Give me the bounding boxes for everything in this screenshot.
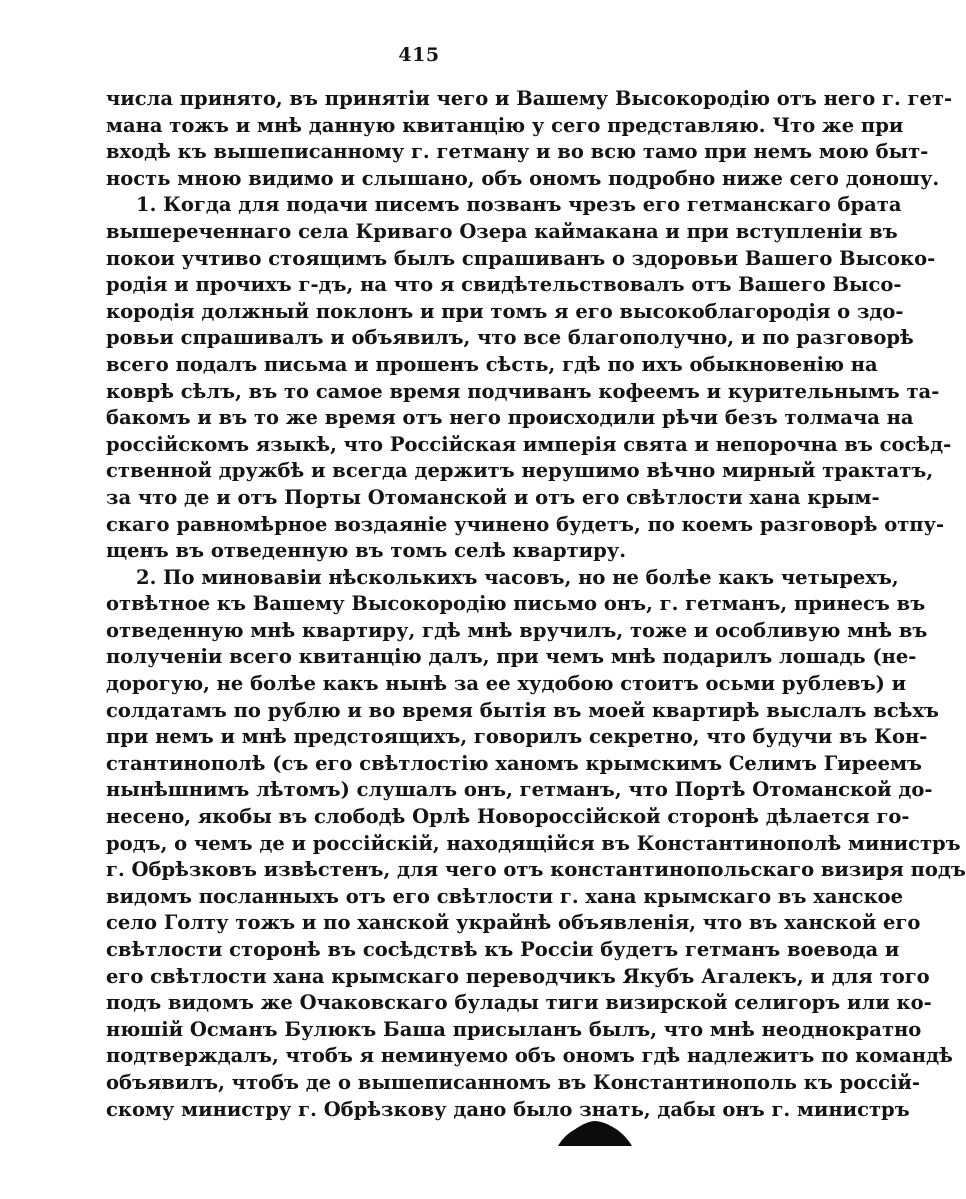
text-line: ровьи спрашивалъ и объявилъ, что все благополучно, и по разговорѣ <box>106 326 914 350</box>
text-line: нынѣшнимъ лѣтомъ) слушалъ онъ, гетманъ, что Портѣ Отоманской до- <box>106 778 933 802</box>
text-line: бакомъ и въ то же время отъ него происходили рѣчи безъ толмача на <box>106 406 914 430</box>
text-line: стантинополѣ (съ его свѣтлостію ханомъ крымскимъ Селимъ Гиреемъ <box>106 751 922 775</box>
text-line: россійскомъ языкѣ, что Россійская имперія свята и непорочна въ сосѣд- <box>106 432 952 456</box>
text-line: объявилъ, чтобъ де о вышеписанномъ въ Константинополь къ россій- <box>106 1070 920 1094</box>
text-line: свѣтлости сторонѣ въ сосѣдствѣ къ Россіи будетъ гетманъ воевода и <box>106 938 900 961</box>
text-line: родъ, о чемъ де и россійскій, находящійся въ Константинополѣ министръ <box>106 831 961 855</box>
text-line: скому министру г. Обрѣзкову дано было знать, дабы онъ г. министръ <box>106 1097 910 1121</box>
text-line: дорогую, не болѣе какъ нынѣ за ее худобою стоитъ осьми рублевъ) и <box>106 672 907 696</box>
text-line: нюшій Османъ Булюкъ Баша присыланъ былъ, что мнѣ неоднократно <box>106 1017 922 1041</box>
text-line: отвѣтное къ Вашему Высокородію письмо онъ, г. гетманъ, принесъ въ <box>106 592 926 616</box>
text-line: всего подалъ письма и прошенъ сѣсть, гдѣ по ихъ обыкновенію на <box>106 352 878 376</box>
text-line: подтверждалъ, чтобъ я неминуемо объ ономъ гдѣ надлежитъ по командѣ <box>106 1044 953 1068</box>
text-line: 1. Когда для подачи писемъ позванъ чрезъ его гетманскаго брата <box>136 193 902 217</box>
text-line: полученіи всего квитанцію далъ, при чемъ мнѣ подарилъ лошадь (не- <box>106 645 917 669</box>
text-line: несено, якобы въ слободѣ Орлѣ Новороссійской сторонѣ дѣлается го- <box>106 805 910 829</box>
body-text <box>106 86 966 1123</box>
text-line: вышереченнаго села Криваго Озера каймакана и при вступленіи въ <box>106 219 898 243</box>
text-line: за что де и отъ Порты Отоманской и отъ его свѣтлости хана крым- <box>106 485 880 509</box>
text-line: входѣ къ вышеписанному г. гетману и во всю тамо при немъ мою быт- <box>106 140 929 164</box>
text-line: коврѣ сѣлъ, въ то самое время подчиванъ кофеемъ и курительнымъ та- <box>106 379 940 403</box>
text-line: числа принято, въ принятіи чего и Вашему Высокородію отъ него г. гет- <box>106 87 953 110</box>
text-line: ность мною видимо и слышано, объ ономъ подробно ниже сего доношу. <box>106 166 940 190</box>
text-line: отведенную мнѣ квартиру, гдѣ мнѣ вручилъ, тоже и особливую мнѣ въ <box>106 618 928 642</box>
text-line: 2. По миновавіи нѣсколькихъ часовъ, но не болѣе какъ четырехъ, <box>136 565 899 589</box>
text-line: видомъ посланныхъ отъ его свѣтлости г. хана крымскаго въ ханское <box>106 884 904 908</box>
text-line: щенъ въ отведенную въ томъ селѣ квартиру. <box>106 539 627 563</box>
text-line: г. Обрѣзковъ извѣстенъ, для чего отъ константинопольскаго визиря подъ <box>106 858 966 882</box>
text-line: при немъ и мнѣ предстоящихъ, говорилъ секретно, что будучи въ Кон- <box>106 725 928 749</box>
text-line: ственной дружбѣ и всегда держитъ нерушимо вѣчно мирный трактатъ, <box>106 459 934 483</box>
text-line: солдатамъ по рублю и во время бытія въ моей квартирѣ выслалъ всѣхъ <box>106 698 939 722</box>
text-line: родія и прочихъ г-дъ, на что я свидѣтельствовалъ отъ Вашего Высо- <box>106 273 902 297</box>
text-line: его свѣтлости хана крымскаго переводчикъ Якубъ Агалекъ, и для того <box>106 964 930 988</box>
text-line: подъ видомъ же Очаковскаго булады тиги визирской селигоръ или ко- <box>106 991 932 1015</box>
text-line: мана тожъ и мнѣ данную квитанцію у сего представляю. Что же при <box>106 113 904 137</box>
text-line: село Голту тожъ и по ханской украйнѣ объявленія, что въ ханской его <box>106 911 921 935</box>
ink-blot-mark <box>556 1117 634 1147</box>
text-line: скаго равномѣрное воздаяніе учинено будетъ, по коемъ разговорѣ отпу- <box>106 512 945 536</box>
page-number: 415 <box>398 44 440 66</box>
ink-blot-shape <box>558 1121 632 1146</box>
text-line: покои учтиво стоящимъ былъ спрашиванъ о здоровьи Вашего Высоко- <box>106 246 936 270</box>
text-line: кородія должный поклонъ и при томъ я его высокоблагородія о здо- <box>106 299 904 323</box>
